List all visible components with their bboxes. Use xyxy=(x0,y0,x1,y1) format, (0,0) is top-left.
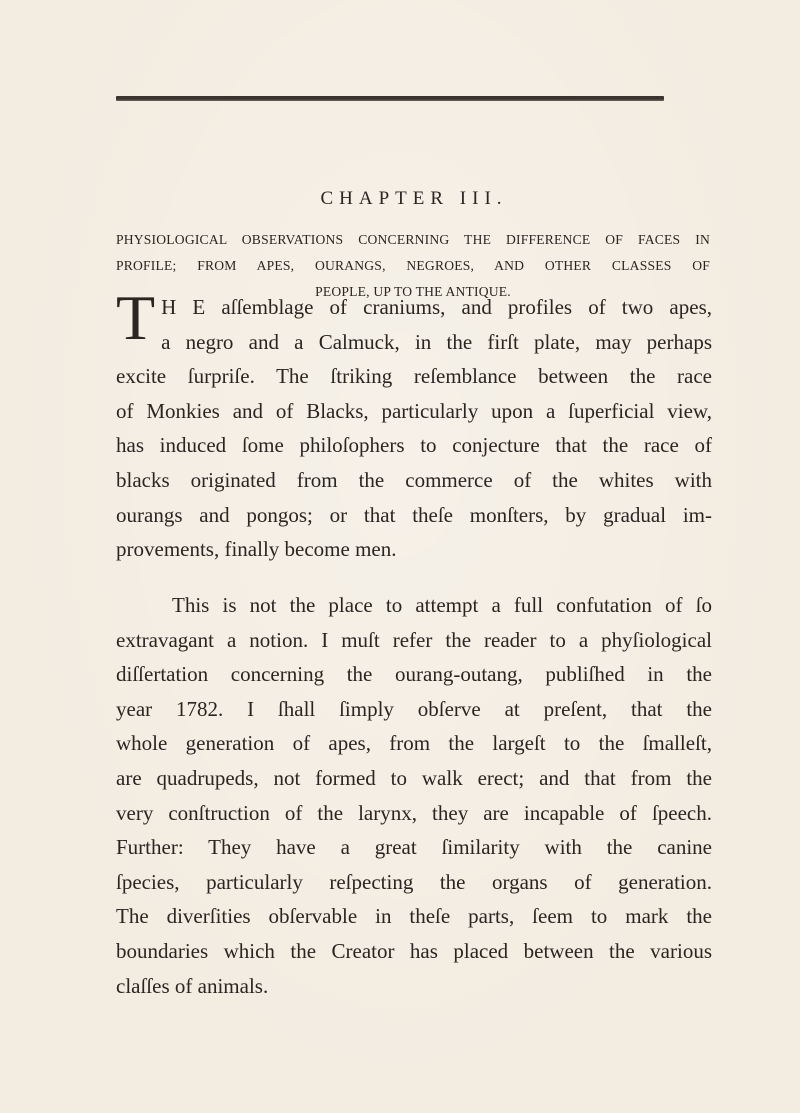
paragraph-line: boundaries which the Creator has placed between the various xyxy=(116,938,712,963)
chapter-title: CHAPTER III. xyxy=(320,188,508,209)
paragraph-line: provements, finally become men. xyxy=(116,537,397,562)
paragraph-line: diſſertation concerning the ourang-outang, publiſhed in the xyxy=(116,662,712,687)
paragraph-line: ſpecies, particularly reſpecting the organs of generation. xyxy=(116,869,712,894)
paragraph-line: are quadrupeds, not formed to walk erect; and that from the xyxy=(116,765,712,790)
paragraph-line: Further: They have a great ſimilarity with the canine xyxy=(116,835,712,860)
paragraph-line: This is not the place to attempt a full confutation of ſo xyxy=(172,593,712,617)
paragraph-2 xyxy=(116,588,712,1003)
paragraph-line: of Monkies and of Blacks, particularly upon a ſuperficial view, xyxy=(116,398,712,423)
paragraph-line: claſſes of animals. xyxy=(116,973,269,998)
paragraph-line: a negro and a Calmuck, in the firſt plate, may perhaps xyxy=(161,329,712,354)
subtitle-line: PHYSIOLOGICAL OBSERVATIONS CONCERNING THE DIFFERENCE OF FACES IN xyxy=(116,232,710,247)
subtitle-line: PROFILE; FROM APES, OURANGS, NEGROES, AND OTHER CLASSES OF xyxy=(116,258,710,273)
paragraph-line: excite ſurpriſe. The ſtriking reſemblance between the race xyxy=(116,364,712,389)
paragraph-line: very conſtruction of the larynx, they are incapable of ſpeech. xyxy=(116,800,712,825)
drop-cap: T xyxy=(116,282,156,353)
paragraph-line: blacks originated from the commerce of the whites with xyxy=(116,467,712,492)
paragraph-line: extravagant a notion. I muſt refer the reader to a phyſiological xyxy=(116,627,712,652)
paragraph-line: ourangs and pongos; or that theſe monſters, by gradual im- xyxy=(116,502,712,527)
paragraph-line: year 1782. I ſhall ſimply obſerve at preſent, that the xyxy=(116,696,712,721)
paragraph-line: has induced ſome philoſophers to conjecture that the race of xyxy=(116,433,712,458)
paragraph-1 xyxy=(116,282,712,567)
paragraph-line: The diverſities obſervable in theſe parts, ſeem to mark the xyxy=(116,904,712,929)
paragraph-line: H E aſſemblage of craniums, and profiles of two apes, xyxy=(161,295,712,319)
paragraph-line: whole generation of apes, from the largeſt to the ſmalleſt, xyxy=(116,731,712,756)
header-rule xyxy=(116,96,664,101)
subtitle-line: PEOPLE, UP TO THE ANTIQUE. xyxy=(315,284,511,299)
